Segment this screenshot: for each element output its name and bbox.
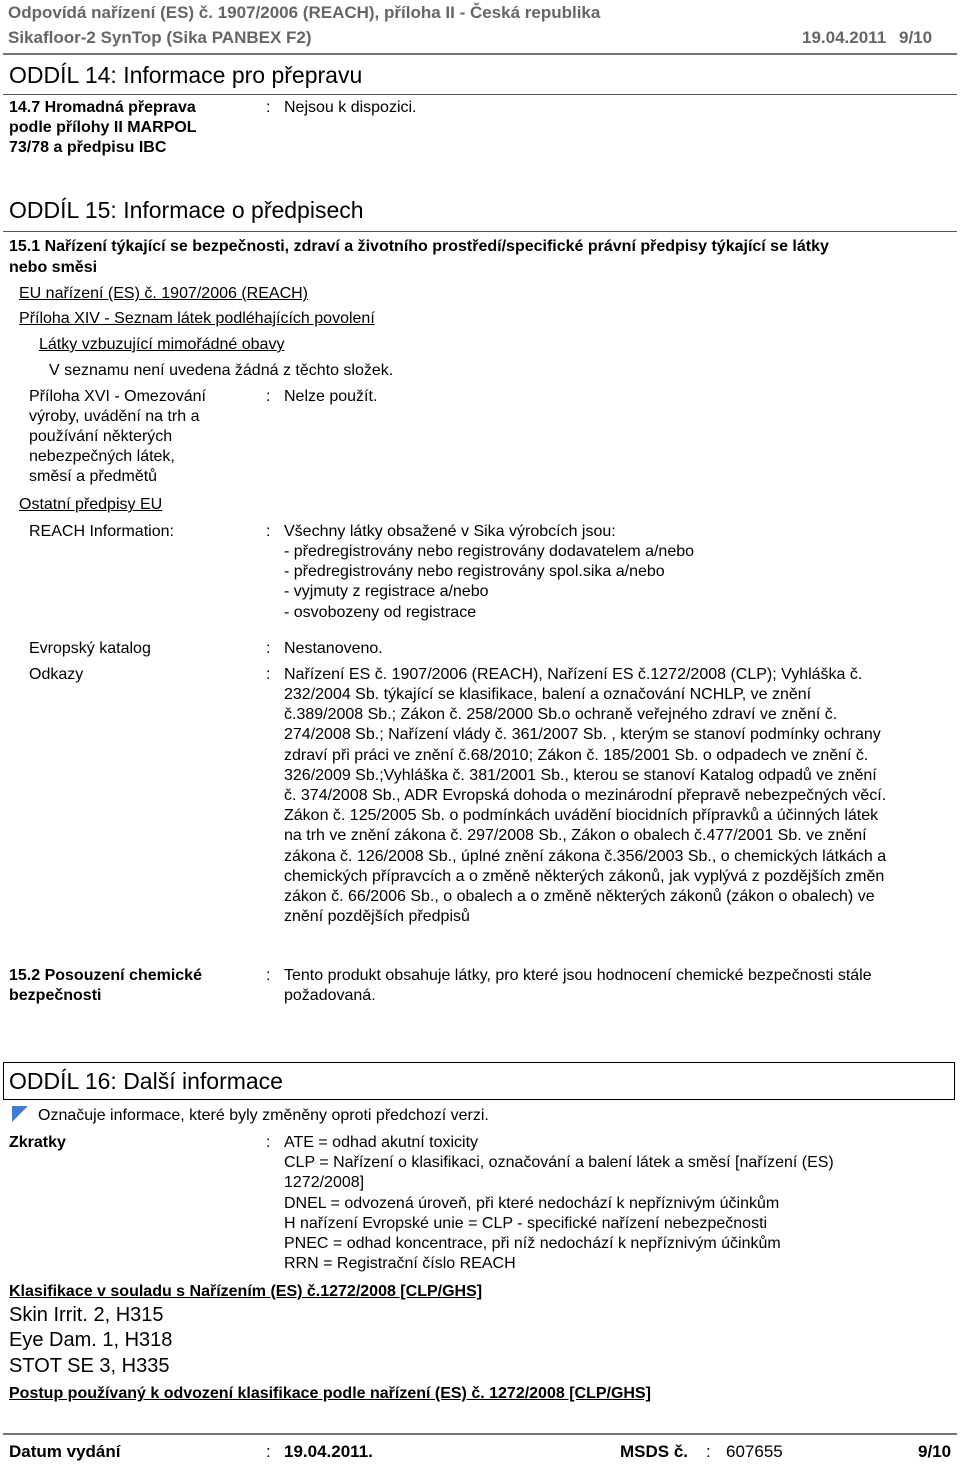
item-14-7-label: podle přílohy II MARPOL — [9, 119, 197, 136]
refs-line: 274/2008 Sb.; Nařízení vlády č. 361/2007 Sb. , kterým se stanoví podmínky ochrany — [284, 726, 881, 743]
sub-15-1-title: nebo směsi — [9, 259, 98, 276]
section-14-divider — [3, 94, 957, 95]
clp-item: STOT SE 3, H335 — [9, 1355, 170, 1377]
sub-15-1-title: 15.1 Nařízení týkající se bezpečnosti, zdraví a životního prostředí/specifické právní předpisy týkající se látky — [9, 238, 829, 255]
catalog-value: Nestanoveno. — [284, 640, 383, 657]
section-14-title: ODDÍL 14: Informace pro přepravu — [9, 62, 363, 88]
reach-line: - osvobozeny od registrace — [284, 604, 477, 621]
footer-page: 9/10 — [918, 1442, 952, 1461]
csa-line: požadovaná. — [284, 987, 376, 1004]
header-regulation: Odpovídá nařízení (ES) č. 1907/2006 (REACH), příloha II - Česká republika — [8, 3, 601, 22]
refs-label: Odkazy — [29, 666, 84, 683]
colon: : — [266, 967, 271, 984]
section-16-title: ODDÍL 16: Další informace — [9, 1068, 283, 1094]
csa-label: 15.2 Posouzení chemické — [9, 967, 202, 984]
abbr-line: H nařízení Evropské unie = CLP - specifické nařízení nebezpečnosti — [284, 1215, 768, 1232]
colon: : — [266, 1134, 271, 1151]
abbr-line: 1272/2008] — [284, 1174, 365, 1191]
refs-line: Nařízení ES č. 1907/2006 (REACH), Nařízení ES č.1272/2008 (CLP); Vyhláška č. — [284, 666, 863, 683]
reach-label: REACH Information: — [29, 523, 174, 540]
annex-14-heading: Příloha XIV - Seznam látek podléhajících povolení — [19, 310, 375, 327]
section-15-divider — [3, 231, 957, 232]
reach-line: - vyjmuty z registrace a/nebo — [284, 583, 489, 600]
abbr-label: Zkratky — [9, 1134, 66, 1151]
footer-date-label: Datum vydání — [9, 1442, 121, 1461]
reach-line: Všechny látky obsažené v Sika výrobcích jsou: — [284, 523, 616, 540]
header-divider — [3, 53, 957, 55]
catalog-label: Evropský katalog — [29, 640, 151, 657]
item-14-7-label: 73/78 a předpisu IBC — [9, 139, 167, 156]
eu-regulation-heading: EU nařízení (ES) č. 1907/2006 (REACH) — [19, 285, 309, 302]
clp-item: Skin Irrit. 2, H315 — [9, 1304, 164, 1326]
footer-divider — [3, 1433, 957, 1435]
refs-line: 326/2009 Sb.;Vyhláška č. 381/2001 Sb., kterou se stanoví Katalog odpadů ve znění — [284, 767, 877, 784]
item-14-7-value: Nejsou k dispozici. — [284, 99, 417, 116]
colon: : — [266, 99, 271, 116]
other-eu-heading: Ostatní předpisy EU — [19, 496, 163, 513]
abbr-line: CLP = Nařízení o klasifikaci, označování a balení látek a směsí [nařízení (ES) — [284, 1154, 834, 1171]
colon: : — [266, 388, 271, 405]
csa-label: bezpečnosti — [9, 987, 102, 1004]
footer-msds-label: MSDS č. — [620, 1442, 689, 1461]
svhc-heading: Látky vzbuzující mimořádné obavy — [39, 336, 285, 353]
header-date: 19.04.2011 — [802, 28, 887, 47]
refs-line: zákona č. 126/2008 Sb., úplné znění zákona č.356/2003 Sb., o chemických látkách a — [284, 848, 887, 865]
annex-17-label: Příloha XVI - Omezování — [29, 388, 206, 405]
header-page: 9/10 — [899, 28, 933, 47]
colon: : — [266, 640, 271, 657]
reach-line: - předregistrovány nebo registrovány dodavatelem a/nebo — [284, 543, 695, 560]
reach-line: - předregistrovány nebo registrovány spol.sika a/nebo — [284, 563, 665, 580]
refs-line: č. 374/2008 Sb., ADR Evropská dohoda o mezinárodní přepravě nebezpečných věcí. — [284, 787, 887, 804]
annex-17-value: Nelze použít. — [284, 388, 378, 405]
annex-17-label: používání některých — [29, 428, 173, 445]
item-14-7-label: 14.7 Hromadná přeprava — [9, 99, 196, 116]
changed-note: Označuje informace, které byly změněny oproti předchozí verzi. — [38, 1107, 489, 1124]
colon: : — [266, 523, 271, 540]
clp-item: Eye Dam. 1, H318 — [9, 1329, 173, 1351]
annex-17-label: směsí a předmětů — [29, 468, 158, 485]
annex-17-label: výroby, uvádění na trh a — [29, 408, 200, 425]
section-16-title-box — [3, 1062, 955, 1100]
csa-line: Tento produkt obsahuje látky, pro které jsou hodnocení chemické bezpečnosti stále — [284, 967, 872, 984]
annex-17-label: nebezpečných látek, — [29, 448, 175, 465]
refs-line: Zákon č. 125/2005 Sb. o podmínkách uvádění biocidních přípravků a účinných látek — [284, 807, 879, 824]
abbr-line: DNEL = odvozená úroveň, při které nedochází k nepříznivým účinkům — [284, 1195, 780, 1212]
refs-line: č.389/2008 Sb.; Zákon č. 258/2000 Sb.o ochraně veřejného zdraví ve znění č. — [284, 706, 838, 723]
refs-line: na trh ve znění zákona č. 297/2008 Sb., Zákon o obalech č.477/2001 Sb. ve znění — [284, 827, 867, 844]
svhc-text: V seznamu není uvedena žádná z těchto složek. — [49, 362, 394, 379]
footer-date-value: 19.04.2011. — [284, 1442, 373, 1461]
colon: : — [266, 1442, 271, 1461]
abbr-line: ATE = odhad akutní toxicity — [284, 1134, 479, 1151]
clp-classification-heading: Klasifikace v souladu s Nařízením (ES) č.1272/2008 [CLP/GHS] — [9, 1283, 483, 1300]
refs-line: zákon č. 66/2006 Sb., o obalech a o změně některých zákonů (zákon o obalech) ve — [284, 888, 875, 905]
abbr-line: RRN = Registrační číslo REACH — [284, 1255, 516, 1272]
refs-line: zdraví při práci ve znění č.68/2010; Zákon č. 185/2001 Sb. o odpadech ve znění č. — [284, 747, 869, 764]
colon: : — [266, 666, 271, 683]
abbr-line: PNEC = odhad koncentrace, při níž nedochází k nepříznivým účinkům — [284, 1235, 781, 1252]
refs-line: chemických přípravcích a o změně některých zákonů, jak vyplývá z pozdějších změn — [284, 868, 885, 885]
footer-msds-value: 607655 — [726, 1442, 783, 1461]
refs-line: 232/2004 Sb. týkající se klasifikace, balení a označování NCHLP, ve znění — [284, 686, 812, 703]
changed-marker-icon — [12, 1106, 28, 1122]
refs-line: znění pozdějších předpisů — [284, 908, 470, 925]
colon: : — [706, 1442, 711, 1461]
section-15-title: ODDÍL 15: Informace o předpisech — [9, 197, 364, 223]
procedure-heading: Postup používaný k odvození klasifikace podle nařízení (ES) č. 1272/2008 [CLP/GHS] — [9, 1385, 651, 1402]
header-product: Sikafloor-2 SynTop (Sika PANBEX F2) — [8, 28, 312, 47]
